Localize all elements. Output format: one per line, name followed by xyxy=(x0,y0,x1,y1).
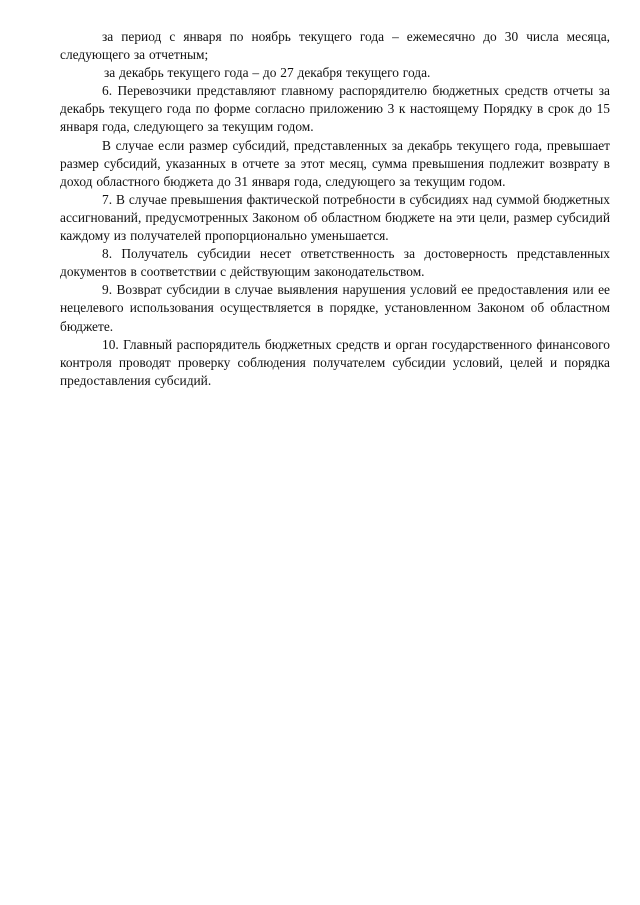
paragraph-7: 7. В случае превышения фактической потребности в субсидиях над суммой бюджетных ассигнований, предусмотренных Законом об областном бюджете на эти цели, размер субсидий каждому из получателей пропорционально уменьшается. xyxy=(60,191,610,244)
document-page xyxy=(60,28,610,390)
paragraph-8: 8. Получатель субсидии несет ответственность за достоверность представленных документов в соответствии с действующим законодательством. xyxy=(60,246,610,280)
paragraph-9: 9. Возврат субсидии в случае выявления нарушения условий ее предоставления или ее нецелевого использования осуществляется в порядке, установленном Законом об областном бюджете. xyxy=(60,282,610,334)
paragraph-6: 6. Перевозчики представляют главному распорядителю бюджетных средств отчеты за декабрь текущего года по форме согласно приложению 3 к настоящему Порядку в срок до 15 января года, следующего за текущим годом. xyxy=(60,83,610,135)
paragraph-deadline-jan-nov: за период с января по ноябрь текущего года – ежемесячно до 30 числа месяца, следующего за отчетным; xyxy=(60,29,610,63)
paragraph-10: 10. Главный распорядитель бюджетных средств и орган государственного финансового контроля проводят проверку соблюдения получателем субсидии условий, целей и порядка предоставления субсидий. xyxy=(60,336,610,388)
paragraph-deadline-december: за декабрь текущего года – до 27 декабря текущего года. xyxy=(104,65,431,81)
paragraph-6-overpayment: В случае если размер субсидий, представленных за декабрь текущего года, превышает размер субсидий, указанных в отчете за этот месяц, сумма превышения подлежит возврату в доход областного бюджета до 31 января года, следующего за текущим годом. xyxy=(60,137,610,189)
